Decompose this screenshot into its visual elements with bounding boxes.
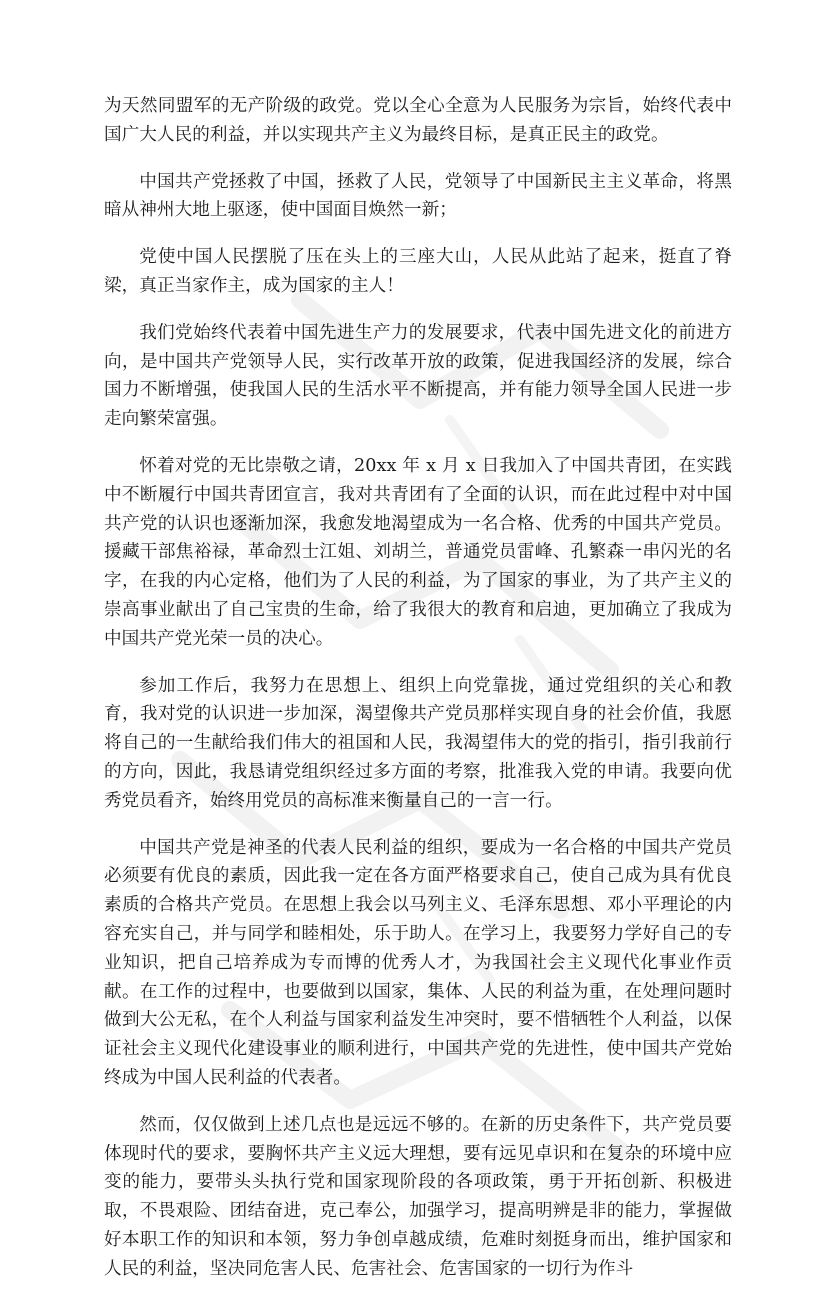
paragraph-7: 中国共产党是神圣的代表人民利益的组织，要成为一名合格的中国共产党员必须要有优良的素质，因此我一定在各方面严格要求自己，使自己成为具有优良素质的合格共产党员。在思想上我会以马列主义、毛泽东思想、邓小平理论的内容充实自己，并与同学和睦相处，乐于助人。在学习上，我要努力学好自己的专业知识，把自己培养成为专而博的优秀人才，为我国社会主义现代化事业作贡献。在工作的过程中，也要做到以国家，集体、人民的利益为重，在处理问题时做到大公无私，在个人利益与国家利益发生冲突时，要不惜牺牲个人利益，以保证社会主义现代化建设事业的顺利进行，中国共产党的先进性，使中国共产党始终成为中国人民利益的代表者。 bbox=[104, 837, 732, 1088]
document-body bbox=[104, 92, 732, 1301]
paragraph-3: 党使中国人民摆脱了压在头上的三座大山，人民从此站了起来，挺直了脊梁，真正当家作主，成为国家的主人！ bbox=[104, 247, 732, 296]
paragraph-4: 我们党始终代表着中国先进生产力的发展要求，代表中国先进文化的前进方向，是中国共产党领导人民，实行改革开放的政策，促进我国经济的发展，综合国力不断增强，使我国人民的生活水平不断提高，并有能力领导全国人民进一步走向繁荣富强。 bbox=[104, 322, 732, 430]
paragraph-2: 中国共产党拯救了中国，拯救了人民，党领导了中国新民主主义革命，将黑暗从神州大地上驱逐，使中国面目焕然一新； bbox=[104, 171, 732, 221]
paragraph-1: 为天然同盟军的无产阶级的政党。党以全心全意为人民服务为宗旨，始终代表中国广大人民的利益，并以实现共产主义为最终目标，是真正民主的政党。 bbox=[104, 96, 732, 145]
paragraph-5: 怀着对党的无比崇敬之请，20xx 年 x 月 x 日我加入了中国共青团，在实践中不断履行中国共青团宣言，我对共青团有了全面的认识，而在此过程中对中国共产党的认识也逐渐加深，我愈发地渴望成为一名合格、优秀的中国共产党员。援藏干部焦裕禄，革命烈士江姐、刘胡兰，普通党员雷峰、孔繁森一串闪光的名字，在我的内心定格，他们为了人民的利益，为了国家的事业，为了共产主义的崇高事业献出了自己宝贵的生命，给了我很大的教育和启迪，更加确立了我成为中国共产党光荣一员的决心。 bbox=[104, 455, 732, 649]
paragraph-8: 然而，仅仅做到上述几点也是远远不够的。在新的历史条件下，共产党员要体现时代的要求，要胸怀共产主义远大理想，要有远见卓识和在复杂的环境中应变的能力，要带头头执行党和国家现阶段的各项政策，勇于开拓创新、积极进取，不畏艰险、团结奋进，克己奉公，加强学习，提高明辨是非的能力，掌握做好本职工作的知识和本领，努力争创卓越成绩，危难时刻挺身而出，维护国家和人民的利益，坚决同危害人民、危害社会、危害国家的一切行为作斗 bbox=[104, 1114, 732, 1279]
paragraph-6: 参加工作后，我努力在思想上、组织上向党靠拢，通过党组织的关心和教育，我对党的认识进一步加深，渴望像共产党员那样实现自身的社会价值，我愿将自己的一生献给我们伟大的祖国和人民，我渴望伟大的党的指引，指引我前行的方向，因此，我恳请党组织经过多方面的考察，批准我入党的申请。我要向优秀党员看齐，始终用党员的高标准来衡量自己的一言一行。 bbox=[104, 675, 732, 811]
